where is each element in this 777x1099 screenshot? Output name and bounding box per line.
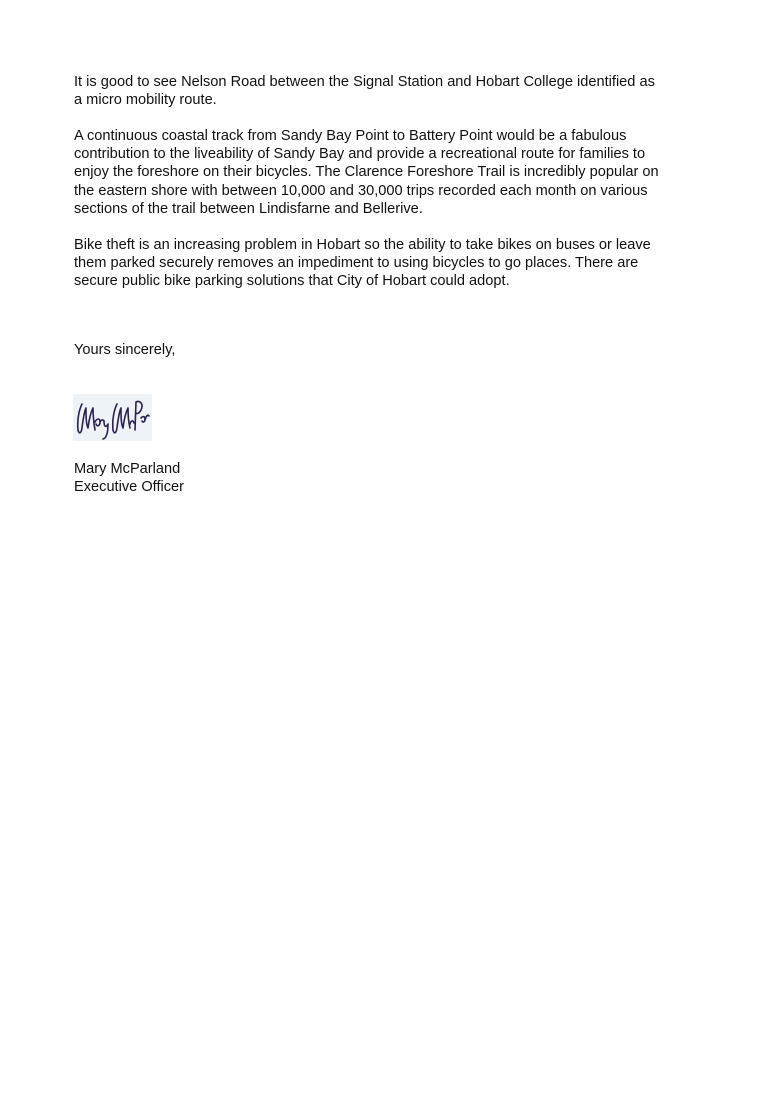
signature-icon — [73, 394, 152, 441]
signer-name: Mary McParland — [74, 461, 181, 477]
paragraph-micro-mobility: It is good to see Nelson Road between the Signal Station and Hobart College identified as a micro mobility route. — [74, 74, 655, 109]
handwritten-signature — [73, 394, 152, 441]
signer-title: Executive Officer — [74, 479, 185, 496]
closing-salutation: Yours sincerely, — [74, 342, 176, 358]
paragraph-bike-theft: Bike theft is an increasing problem in Hobart so the ability to take bikes on buses or leave them parked securely removes an impediment to using bicycles to go places. There are secure public bike parking solutions that City of Hobart could adopt. — [74, 237, 651, 290]
paragraph-coastal-track: A continuous coastal track from Sandy Bay Point to Battery Point would be a fabulous contribution to the liveability of Sandy Bay and provide a recreational route for families to enjoy the foreshore on their bicycles. The Clarence Foreshore Trail is incredibly popular on the eastern shore with between 10,000 and 30,000 trips recorded each month on various sections of the trail between Lindisfarne and Bellerive. — [74, 128, 659, 217]
signer-block — [74, 460, 184, 496]
